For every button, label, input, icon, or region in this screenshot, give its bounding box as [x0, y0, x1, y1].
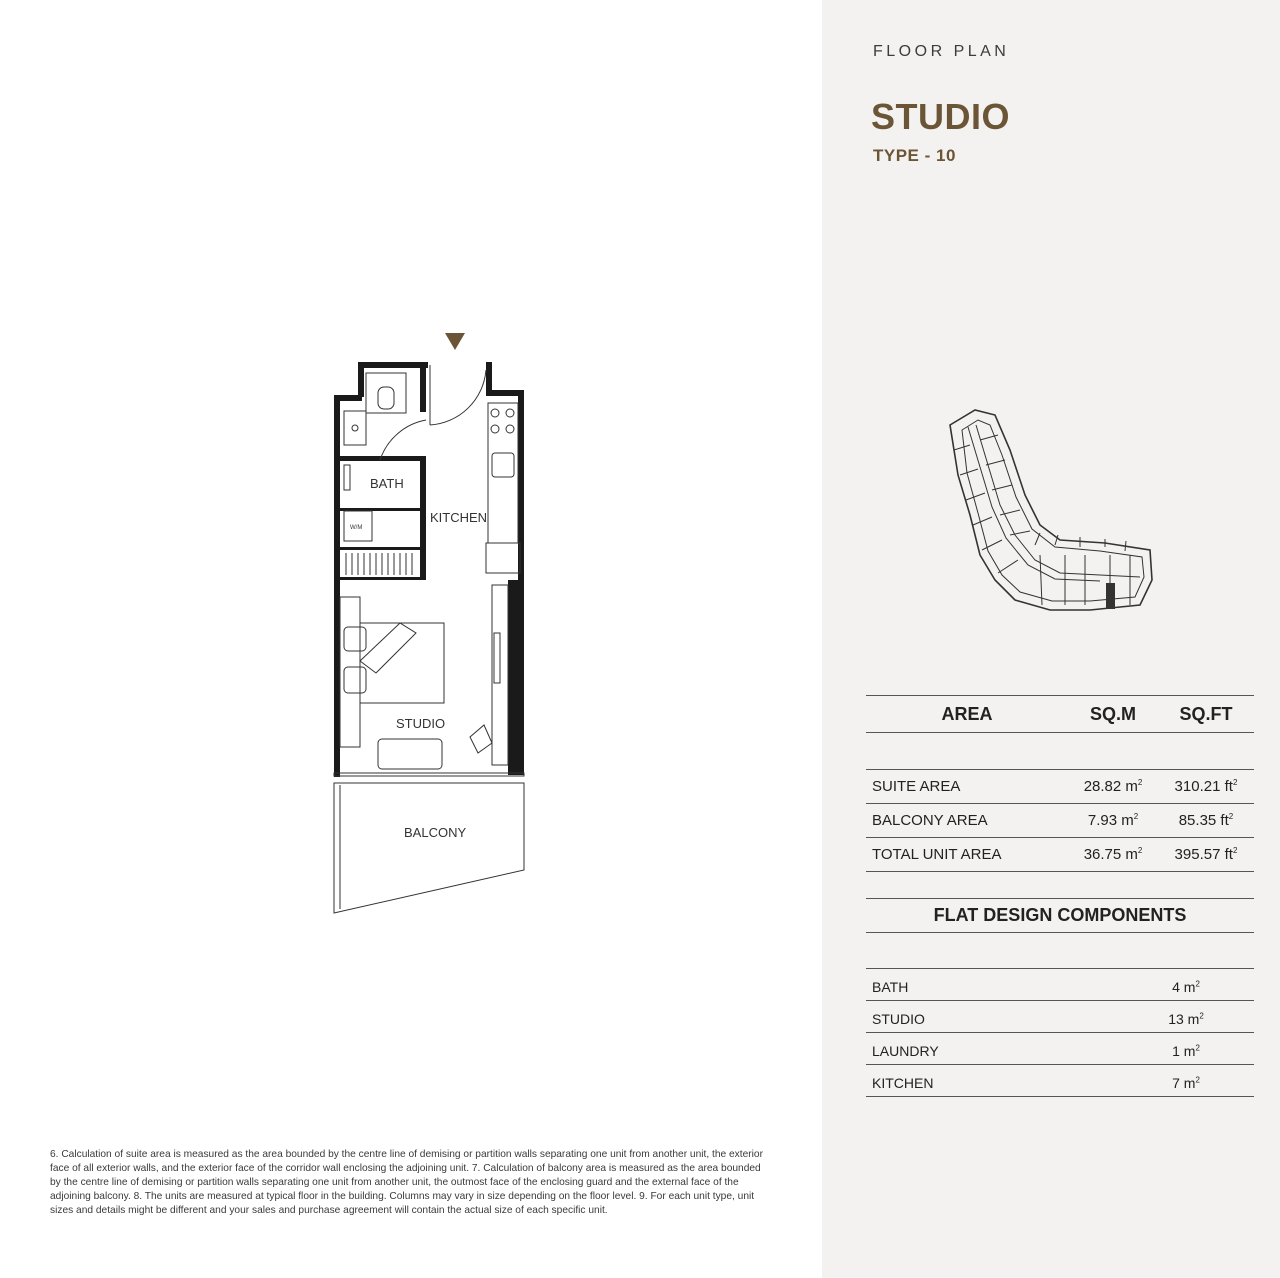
unit-type: TYPE - 10 — [873, 146, 956, 165]
component-label: KITCHEN — [872, 1075, 934, 1091]
row-label: SUITE AREA — [866, 770, 1068, 804]
list-item — [866, 969, 1254, 1001]
studio-label: STUDIO — [396, 716, 446, 731]
component-label: BATH — [872, 979, 909, 995]
list-item — [866, 1001, 1254, 1033]
bath-label: BATH — [370, 476, 404, 491]
floor-plan-drawing — [320, 325, 540, 925]
list-item — [866, 1033, 1254, 1065]
row-sqft: 395.57 $ft^2$ — [1158, 838, 1254, 872]
row-sqm: 28.82 $m^2$ — [1068, 770, 1158, 804]
table-row — [866, 804, 1254, 838]
section-eyebrow: FLOOR PLAN — [873, 43, 1010, 60]
table-row — [866, 838, 1254, 872]
table-row — [866, 770, 1254, 804]
row-label: BALCONY AREA — [866, 804, 1068, 838]
row-label: TOTAL UNIT AREA — [866, 838, 1068, 872]
component-value: 4 $m^2$ — [1172, 979, 1200, 995]
components-title: FLAT DESIGN COMPONENTS — [866, 898, 1254, 933]
footnote-text: 6. Calculation of suite area is measured as the area bounded by the centre line of demising or partition walls separating one unit from another unit, the exterior face of all exterior walls, and the exterior face of the corridor wall enclosing the adjoining unit. 7. Calculation of balcony area is measured as the area bounded by the centre line of demising or partition walls separating one unit from another unit, the outmost face of the enclosing guard and the external face of the adjoining balcony. 8. The units are measured at typical floor in the building. Columns may vary in size depending on the floor level. 9. For each unit type, unit sizes and details might be different and your sales and purchase agreement will contain the actual size of each specific unit. — [50, 1149, 763, 1216]
entry-arrow-icon — [445, 333, 465, 350]
row-sqm: 36.75 $m^2$ — [1068, 838, 1158, 872]
component-label: STUDIO — [872, 1011, 925, 1027]
component-value: 7 $m^2$ — [1172, 1075, 1200, 1091]
area-header: AREA — [866, 696, 1068, 733]
balcony-label: BALCONY — [404, 825, 467, 840]
row-sqm: 7.93 $m^2$ — [1068, 804, 1158, 838]
component-value: 13 $m^2$ — [1168, 1011, 1204, 1027]
key-plan-building-footprint — [940, 405, 1155, 620]
row-sqft: 310.21 $ft^2$ — [1158, 770, 1254, 804]
kitchen-label: KITCHEN — [430, 510, 488, 525]
washer-label: W/M — [350, 525, 363, 531]
area-table — [866, 695, 1254, 872]
row-sqft: 85.35 $ft^2$ — [1158, 804, 1254, 838]
wardrobe — [346, 553, 412, 575]
component-value: 1 $m^2$ — [1172, 1043, 1200, 1059]
unit-title: STUDIO — [871, 96, 1011, 137]
key-plan-unit-highlight — [1106, 583, 1115, 609]
components-table — [866, 898, 1254, 1097]
list-item — [866, 1065, 1254, 1097]
walls — [334, 362, 524, 777]
sqm-header: SQ.M — [1068, 696, 1158, 733]
sqft-header: SQ.FT — [1158, 696, 1254, 733]
component-label: LAUNDRY — [872, 1043, 939, 1059]
